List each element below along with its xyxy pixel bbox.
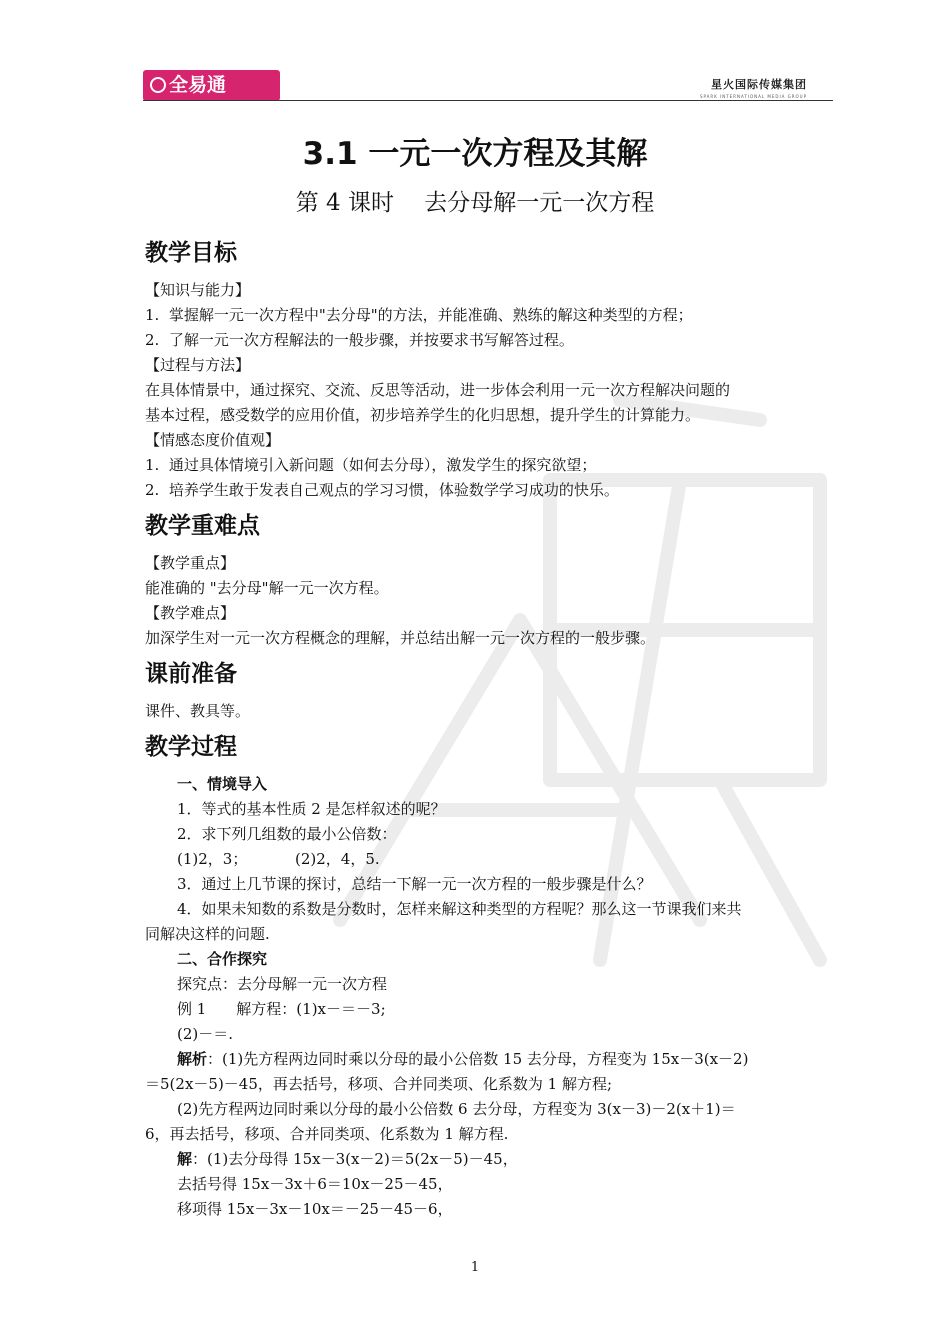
logo-icon (150, 77, 166, 93)
analysis-2b: 6，再去括号，移项、合并同类项、化系数为 1 解方程. (145, 1125, 509, 1143)
focus-text: 能准确的 "去分母"解一元一次方程。 (145, 579, 389, 597)
analysis-1b: ＝5(2x－5)－45，再去括号，移项、合并同类项、化系数为 1 解方程; (145, 1075, 613, 1093)
explore-point: 探究点：去分母解一元一次方程 (177, 975, 388, 993)
document-body (145, 230, 815, 1222)
solution-2: 去括号得 15x－3x＋6＝10x－25－45， (177, 1175, 453, 1193)
example-2: (2)－＝. (177, 1025, 234, 1043)
publisher-mark (700, 76, 807, 99)
knowledge-item-2: 2. 了解一元一次方程解法的一般步骤，并按要求书写解答过程。 (145, 331, 574, 349)
difficulty-text: 加深学生对一元一次方程概念的理解，并总结出解一元一次方程的一般步骤。 (145, 629, 656, 647)
process-label: 【过程与方法】 (145, 356, 251, 374)
intro-question-3: 3．通过上几节课的探讨，总结一下解一元一次方程的一般步骤是什么？ (177, 875, 652, 893)
brand-logo (143, 70, 280, 101)
intro-question-4a: 4．如果未知数的系数是分数时，怎样来解这种类型的方程呢？那么这一节课我们来共 (177, 900, 742, 918)
attitude-label: 【情感态度价值观】 (145, 431, 281, 449)
intro-question-4b: 同解决这样的问题. (145, 925, 270, 943)
analysis-text-1a: ：(1)先方程两边同时乘以分母的最小公倍数 15 去分母，方程变为 15x－3(x－2) (207, 1050, 749, 1068)
solution-text-1: ：(1)去分母得 15x－3(x－2)＝5(2x－5)－45， (192, 1150, 518, 1168)
preparation-text: 课件、教具等。 (145, 702, 251, 720)
section-heading-goals: 教学目标 (145, 240, 237, 266)
part1-title: 一、情境导入 (177, 775, 268, 793)
solution-label: 解 (177, 1150, 193, 1168)
analysis-label: 解析 (177, 1050, 208, 1068)
header-divider (143, 100, 833, 101)
intro-question-2-items: (1)2，3； (2)2，4，5. (177, 850, 380, 868)
intro-question-1: 1．等式的基本性质 2 是怎样叙述的呢？ (177, 800, 446, 818)
document-title: 3.1 一元一次方程及其解 (302, 136, 648, 172)
document-subtitle: 第 4 课时 去分母解一元一次方程 (295, 190, 655, 216)
knowledge-item-1: 1. 掌握解一元一次方程中"去分母"的方法，并能准确、熟练的解这种类型的方程； (145, 306, 693, 324)
knowledge-label: 【知识与能力】 (145, 281, 251, 299)
publisher-name: 星火国际传媒集团 (711, 78, 807, 91)
intro-question-2: 2．求下列几组数的最小公倍数： (177, 825, 397, 843)
difficulty-label: 【教学难点】 (145, 604, 236, 622)
section-heading-key-points: 教学重难点 (145, 513, 260, 539)
attitude-item-2: 2. 培养学生敢于发表自己观点的学习习惯，体验数学学习成功的快乐。 (145, 481, 619, 499)
page-number: 1 (470, 1260, 480, 1275)
solution-1 (145, 1147, 815, 1172)
logo-text: 全易通 (169, 74, 227, 96)
section-heading-process: 教学过程 (145, 734, 237, 760)
analysis-2a: (2)先方程两边同时乘以分母的最小公倍数 6 去分母，方程变为 3(x－3)－2(x＋1)＝ (177, 1100, 736, 1118)
part2-title: 二、合作探究 (177, 950, 268, 968)
example-1: 例 1 解方程：(1)x－＝－3; (177, 1000, 386, 1018)
focus-label: 【教学重点】 (145, 554, 236, 572)
section-heading-preparation: 课前准备 (145, 661, 237, 687)
publisher-name-en: SPARK INTERNATIONAL MEDIA GROUP (699, 94, 807, 99)
attitude-item-1: 1. 通过具体情境引入新问题（如何去分母），激发学生的探究欲望； (145, 456, 597, 474)
page-header (0, 0, 950, 110)
process-text-1: 在具体情景中，通过探究、交流、反思等活动，进一步体会利用一元一次方程解决问题的 (145, 381, 731, 399)
process-text-2: 基本过程，感受数学的应用价值，初步培养学生的化归思想，提升学生的计算能力。 (145, 406, 701, 424)
solution-3: 移项得 15x－3x－10x＝－25－45－6， (177, 1200, 453, 1218)
analysis-1a (145, 1047, 815, 1072)
